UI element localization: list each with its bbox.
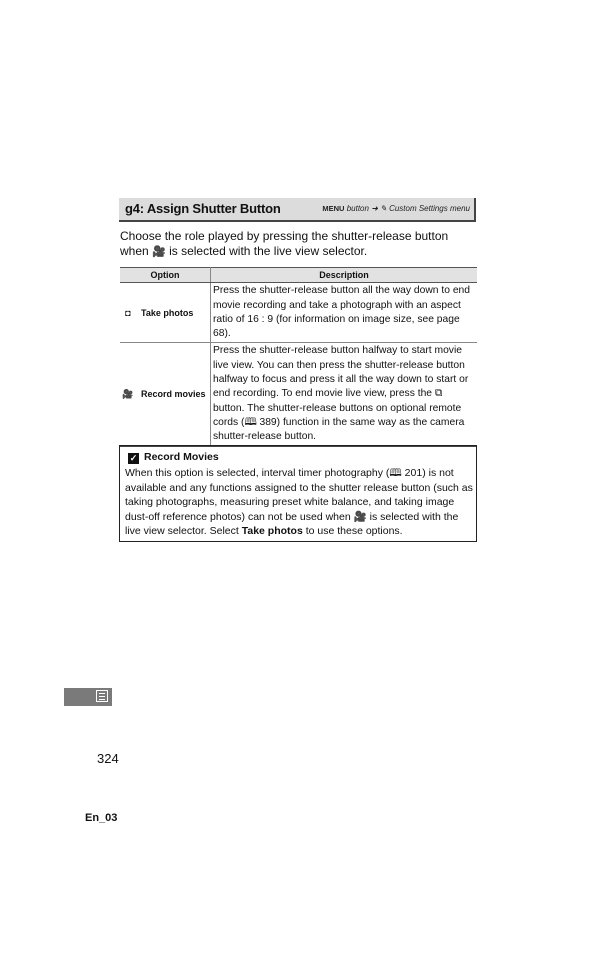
table-row	[120, 283, 477, 343]
header-option: Option	[120, 268, 211, 283]
note-title	[128, 450, 219, 465]
menu-name: Custom Settings menu	[389, 204, 470, 213]
camera-icon: ◘	[125, 307, 131, 318]
menu-button-word: button	[346, 204, 369, 213]
menu-word: MENU	[322, 204, 345, 213]
intro-paragraph	[120, 229, 480, 260]
options-table	[120, 267, 477, 447]
page-number: 324	[97, 751, 119, 766]
menu-path	[322, 204, 470, 213]
section-header	[119, 198, 476, 222]
option-label: Take photos	[141, 307, 194, 318]
movie-camera-icon: 🎥	[152, 246, 166, 258]
note-box	[119, 445, 477, 542]
option-cell	[120, 283, 211, 343]
note-body-part1: When this option is selected, interval timer photography (🕮 201) is not available and any functions assigned to the shutter release button (such as taking photographs, measuring preset white balance, and taking image dust-off reference photos) can not be used when 🎥 is selected with the live view selector. Select	[125, 467, 473, 537]
note-body-part2: to use these options.	[302, 525, 403, 537]
description-cell: Press the shutter-release button all the way down to end movie recording and take a photograph with an aspect ratio of 16 : 9 (for information on image size, see page 68).	[211, 283, 478, 343]
check-icon: ✓	[129, 453, 138, 463]
option-label: Record movies	[141, 389, 206, 400]
intro-text-part1: Choose the role played by pressing the shutter-release button when	[120, 229, 449, 258]
option-cell	[120, 343, 211, 446]
note-title-text: Record Movies	[144, 451, 219, 463]
header-description: Description	[211, 268, 478, 283]
pencil-icon: ✎	[380, 204, 387, 213]
table-row	[120, 343, 477, 446]
section-tab	[64, 688, 112, 706]
note-body-bold: Take photos	[241, 525, 303, 537]
arrow-icon: ➜	[371, 204, 378, 213]
movie-camera-icon: 🎥	[122, 389, 134, 400]
description-cell: Press the shutter-release button halfway to start movie live view. You can then press the shutter-release button halfway to focus and press it all the way down to start or end recording. To end movie live view, press the ⧉ button. The shutter-release buttons on optional remote cords (🕮 389) function in the same way as the camera shutter-release button.	[211, 343, 478, 446]
table-header-row	[120, 268, 477, 283]
menu-list-icon	[96, 690, 108, 702]
section-title: g4: Assign Shutter Button	[125, 201, 281, 216]
footer-code: En_03	[85, 812, 118, 824]
intro-text-part2: is selected with the live view selector.	[169, 244, 368, 258]
note-body	[125, 466, 473, 539]
